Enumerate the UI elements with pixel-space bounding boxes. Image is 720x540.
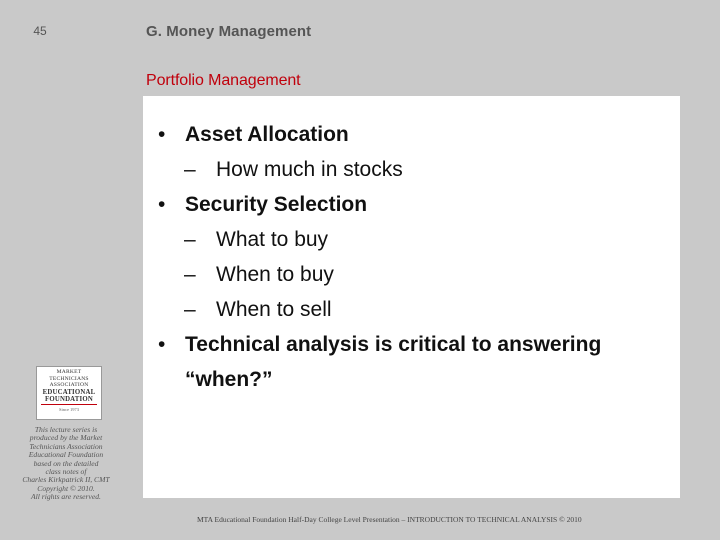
bullet-continuation	[158, 362, 678, 397]
bullet-text: Security Selection	[185, 193, 368, 216]
logo-line: ASSOCIATION	[49, 382, 89, 388]
sub-bullet-item	[158, 257, 678, 292]
logo-line: MARKET	[56, 369, 82, 375]
logo-line: TECHNICIANS	[49, 375, 89, 382]
bullet-item	[158, 327, 678, 362]
slide-subtitle: Portfolio Management	[146, 72, 301, 89]
bullet-text: Asset Allocation	[185, 123, 349, 146]
sub-bullet-text: What to buy	[216, 228, 329, 251]
dash-mark: –	[184, 228, 196, 251]
bullet-item	[158, 187, 678, 222]
bullet-mark: •	[158, 333, 166, 356]
credit-text: This lecture series is produced by the Market Technicians Association Educational Foundation based on the detailed class notes of Charles Kirkpatrick II, CMT Copyright © 2010. All rights are reserved.	[22, 425, 110, 502]
bullet-item	[158, 117, 678, 152]
dash-mark: –	[184, 158, 196, 181]
logo-line: EDUCATIONAL	[42, 388, 96, 396]
mta-foundation-logo	[36, 366, 102, 420]
dash-mark: –	[184, 263, 196, 286]
section-title: G. Money Management	[146, 23, 312, 40]
sub-bullet-item	[158, 222, 678, 257]
dash-mark: –	[184, 298, 196, 321]
footer-text: MTA Educational Foundation Half-Day College Level Presentation – INTRODUCTION TO TECHNICAL ANALYSIS © 2010	[197, 515, 582, 524]
logo-tagline: Since 1973	[58, 407, 80, 412]
bullet-mark: •	[158, 123, 166, 146]
bullet-text: Technical analysis is critical to answering	[185, 333, 602, 356]
sub-bullet-text: When to sell	[216, 298, 332, 321]
logo-divider	[41, 404, 97, 406]
sub-bullet-item	[158, 152, 678, 187]
bullet-mark	[158, 362, 185, 397]
sub-bullet-item	[158, 292, 678, 327]
sub-bullet-text: When to buy	[216, 263, 334, 286]
bullet-list	[158, 117, 678, 397]
logo-line: FOUNDATION	[45, 395, 93, 403]
bullet-mark: •	[158, 193, 166, 216]
slide-number: 45	[33, 24, 47, 38]
bullet-text: “when?”	[185, 368, 273, 391]
sub-bullet-text: How much in stocks	[216, 158, 403, 181]
